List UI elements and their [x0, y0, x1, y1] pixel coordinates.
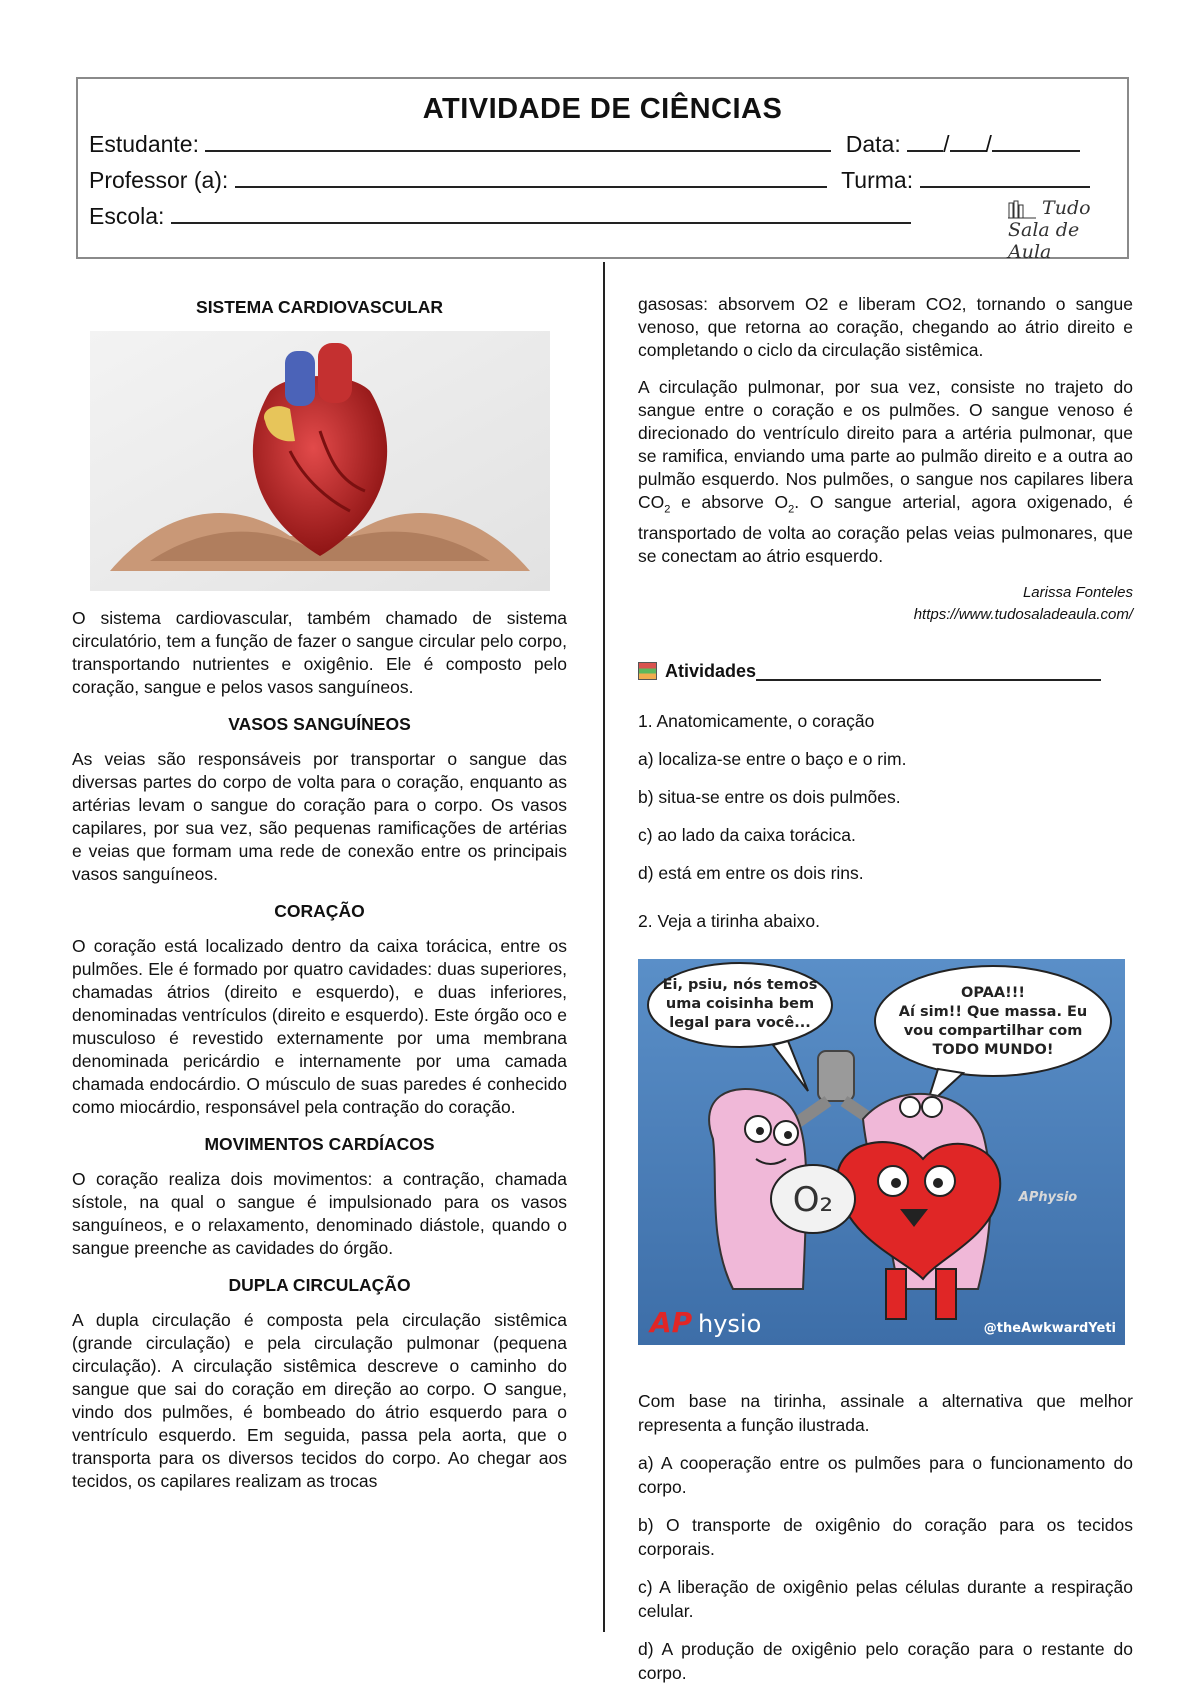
date-separator: / [985, 131, 992, 157]
bubble1-line: Ei, psiu, nós temos [662, 976, 818, 993]
comic-credit: @theAwkwardYeti [983, 1320, 1116, 1336]
class-field[interactable] [920, 168, 1090, 188]
vessels-paragraph: As veias são responsáveis por transportar o sangue das diversas partes do corpo de volta para o coração, enquanto as artérias levam o sangue do coração para o corpo. Os vasos capilares, por sua vez, são pequenas ramificações de artérias e veias que formam uma rede de conexão entre os principais vasos sanguíneos. [72, 749, 567, 884]
question-2-option-b[interactable]: b) O transporte de oxigênio do coração para os tecidos corporais. [638, 1514, 1133, 1559]
heading-heart: CORAÇÃO [274, 901, 365, 921]
teacher-row [89, 167, 1090, 194]
date-year-field[interactable] [992, 132, 1080, 152]
date-day-field[interactable] [907, 132, 943, 152]
pulmonary-paragraph [638, 376, 1133, 568]
logo-text: Tudo Sala de Aula [1008, 197, 1091, 263]
heading-double-circulation: DUPLA CIRCULAÇÃO [228, 1275, 411, 1295]
subscript: 2 [664, 503, 671, 516]
teacher-label: Professor (a): [89, 167, 229, 193]
double-circulation-paragraph: A dupla circulação é composta pela circulação sistêmica (grande circulação) e pela circulação pulmonar (pequena circulação). A circulação sistêmica descreve o caminho do sangue que sai do coração em direção ao corpo. O sangue, vindo dos pulmões, é bombeado do átrio esquerdo para o ventrículo esquerdo. Em seguida, passa pela aorta, que o transporta para os diversos tecidos do corpo. Ao chegar aos tecidos, os capilares realizam as trocas [72, 1310, 567, 1491]
small-brand: APhysio [1018, 1189, 1078, 1205]
question-1-stem: 1. Anatomicamente, o coração [638, 710, 875, 731]
question-1-option-c[interactable]: c) ao lado da caixa torácica. [638, 824, 856, 845]
question-1-option-b[interactable]: b) situa-se entre os dois pulmões. [638, 786, 901, 807]
date-separator: / [943, 131, 950, 157]
question-2-intro: 2. Veja a tirinha abaixo. [638, 910, 820, 931]
bubble2-line: OPAA!!! [961, 984, 1025, 1001]
right-column [638, 293, 1133, 1699]
bubble1-line: uma coisinha bem [665, 995, 815, 1012]
school-label: Escola: [89, 203, 165, 229]
teacher-field[interactable] [235, 168, 827, 188]
activities-underline [756, 661, 1101, 681]
header-box [76, 77, 1129, 263]
subscript: 2 [788, 503, 795, 516]
question-1-option-a[interactable]: a) localiza-se entre o baço e o rim. [638, 748, 907, 769]
pulmonary-text: e absorve O [670, 492, 789, 512]
books-icon [638, 662, 657, 680]
bubble2-line: Aí sim!! Que massa. Eu [898, 1003, 1088, 1020]
pulmonary-text: A circulação pulmonar, por sua vez, consiste no trajeto do sangue entre o coração e os pulmões. O sangue venoso é direcionado do ventrículo direito para a artéria pulmonar, que se ramifica, enviando uma parte ao pulmão direito e a outra ao pulmão esquerdo. Nos pulmões, o sangue nos capilares libera CO [638, 377, 1133, 512]
o2-label: O₂ [792, 1179, 834, 1220]
heading-vessels: VASOS SANGUÍNEOS [228, 714, 411, 734]
comic-strip-image [638, 959, 1125, 1345]
heading-movements: MOVIMENTOS CARDÍACOS [204, 1134, 435, 1154]
student-label: Estudante: [89, 131, 199, 157]
activities-label: Atividades [665, 660, 757, 681]
left-column [72, 296, 567, 1507]
page-title: ATIVIDADE DE CIÊNCIAS [422, 93, 783, 125]
logo [1008, 197, 1127, 263]
brand-hysio: hysio [698, 1309, 762, 1338]
column-divider [603, 262, 605, 1632]
activities-heading [638, 660, 1133, 683]
school-row [89, 203, 911, 230]
intro-paragraph: O sistema cardiovascular, também chamado de sistema circulatório, tem a função de fazer o sangue circular pelo corpo, transportando nutrientes e oxigênio. Ele é composto pelo coração, sangue e pelos vasos sanguíneos. [72, 608, 567, 697]
source-url[interactable]: https://www.tudosaladeaula.com/ [913, 605, 1133, 623]
bubble1-line: legal para você... [669, 1014, 811, 1031]
author: Larissa Fonteles [1022, 583, 1133, 601]
student-row [89, 131, 1080, 158]
class-label: Turma: [841, 167, 914, 193]
question-2-stem: Com base na tirinha, assinale a alternativa que melhor representa a função ilustrada. [638, 1390, 1133, 1435]
heading-cardiovascular: SISTEMA CARDIOVASCULAR [196, 297, 443, 317]
student-field[interactable] [205, 132, 831, 152]
movements-paragraph: O coração realiza dois movimentos: a contração, chamada sístole, na qual o sangue é impulsionado para os vasos sanguíneos, e o relaxamento, denominado diástole, quando o sangue preenche as cavidades do órgão. [72, 1169, 567, 1258]
date-label: Data: [845, 131, 901, 157]
heart-paragraph: O coração está localizado dentro da caixa torácica, entre os pulmões. Ele é formado por quatro cavidades: duas superiores, chamadas átrios (direito e esquerdo), e duas inferiores, denominadas ventrículos (direito e esquerdo). Este órgão oco e musculoso é revestido externamente por uma membrana denominada pericárdio e internamente por uma camada chamada endocárdio. O músculo de suas paredes é conhecido como miocárdio, responsável pela contração do coração. [72, 936, 567, 1117]
book-stack-icon [1008, 199, 1036, 219]
heart-in-hands-image [90, 331, 550, 591]
question-2-option-c[interactable]: c) A liberação de oxigênio pelas células durante a respiração celular. [638, 1576, 1133, 1621]
bubble2-line: TODO MUNDO! [932, 1041, 1054, 1058]
school-field[interactable] [171, 204, 911, 224]
pulmonary-text: . O sangue arterial, agora oxigenado, é transportado de volta ao coração pelas veias pulmonares, que se conectam ao átrio esquerdo. [638, 492, 1133, 566]
date-month-field[interactable] [950, 132, 986, 152]
brand-ap: AP [650, 1305, 693, 1339]
question-2-option-a[interactable]: a) A cooperação entre os pulmões para o funcionamento do corpo. [638, 1452, 1133, 1497]
question-2-option-d[interactable]: d) A produção de oxigênio pelo coração para o restante do corpo. [638, 1638, 1133, 1683]
bubble2-line: vou compartilhar com [903, 1022, 1083, 1039]
question-1-option-d[interactable]: d) está em entre os dois rins. [638, 862, 864, 883]
question-1 [638, 709, 1133, 885]
continued-paragraph: gasosas: absorvem O2 e liberam CO2, tornando o sangue venoso, que retorna ao coração, chegando ao átrio direito e completando o ciclo da circulação sistêmica. [638, 294, 1133, 360]
